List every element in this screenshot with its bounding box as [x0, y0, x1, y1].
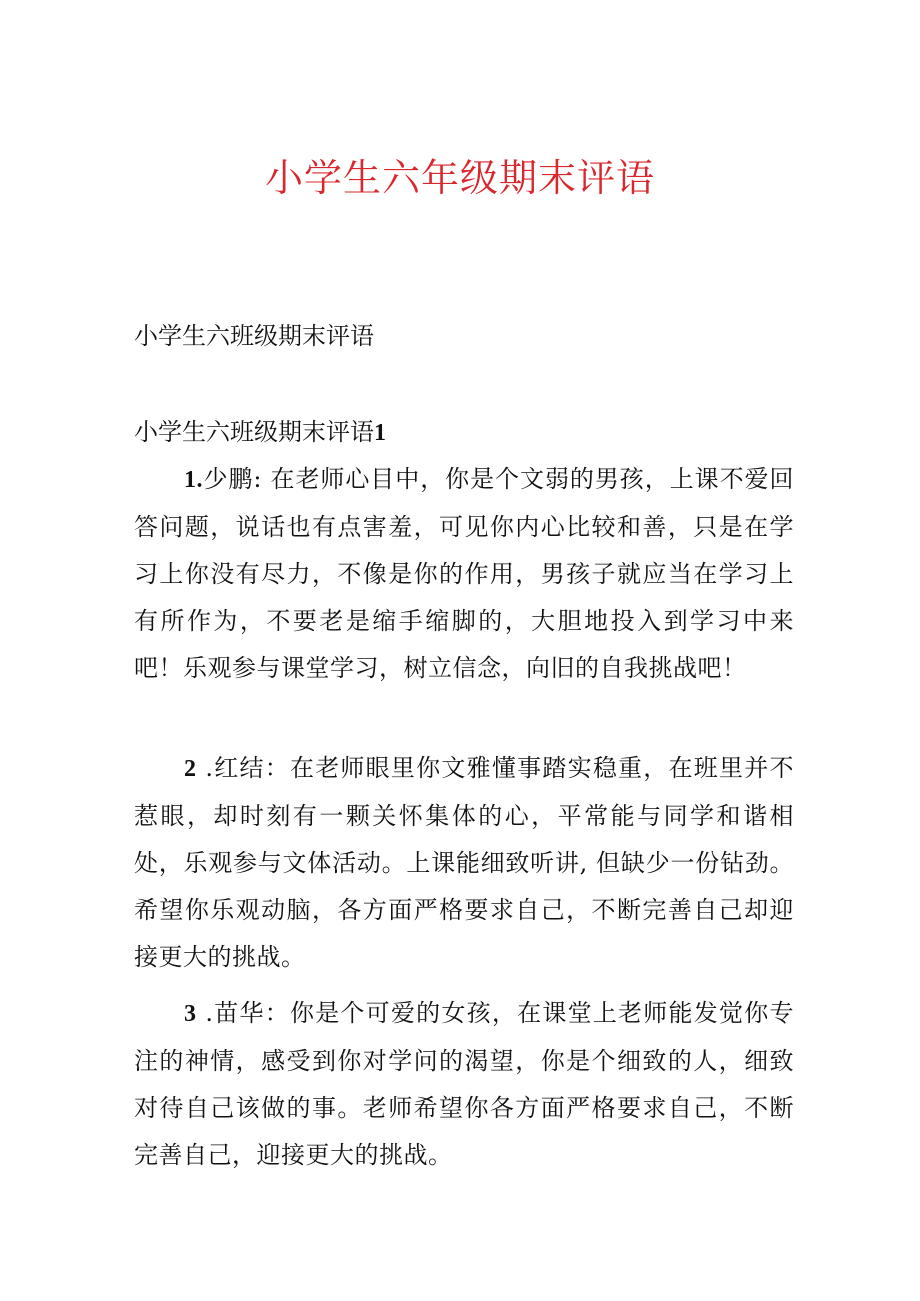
- comment-text: 你是个可爱的女孩，在课堂上老师能发觉你专注的神情，感受到你对学问的渴望，你是个细致的人，细致对待自己该做的事。老师希望你各方面严格要求自己，不断完善自己，迎接更大的挑战。: [134, 999, 794, 1169]
- comment-number: 3: [184, 1001, 197, 1027]
- document-subtitle: 小学生六班级期末评语: [134, 322, 374, 350]
- comment-student-name: .苗华：: [196, 999, 290, 1027]
- comment-number: 2: [184, 756, 197, 782]
- section-heading: [134, 414, 386, 451]
- comment-text: 在老师心目中，你是个文弱的男孩，上课不爱回答问题，说话也有点害羞，可见你内心比较和善，只是在学习上你没有尽力，不像是你的作用，男孩子就应当在学习上有所作为，不要老是缩手缩脚的，大胆地投入到学习中来吧！乐观参与课堂学习，树立信念，向旧的自我挑战吧！: [134, 465, 794, 682]
- comment-paragraph-1: [134, 456, 794, 692]
- section-heading-number: 1: [374, 420, 386, 446]
- comment-paragraph-3: [134, 990, 794, 1179]
- comment-student-name: 少鹏:: [203, 465, 262, 493]
- comment-text: 在老师眼里你文雅懂事踏实稳重，在班里并不惹眼，却时刻有一颗关怀集体的心，平常能与同学和谐相处，乐观参与文体活动。上课能细致听讲, 但缺少一份钻劲。希望你乐观动脑，各方面严格要求自己，不断完善自己却迎接更大的挑战。: [134, 754, 794, 971]
- section-heading-text: 小学生六班级期末评语: [134, 418, 374, 446]
- page-title: 小学生六年级期末评语: [264, 156, 655, 200]
- comment-number: 1.: [184, 467, 203, 493]
- comment-paragraph-2: [134, 745, 794, 981]
- comment-student-name: .红结：: [196, 754, 290, 782]
